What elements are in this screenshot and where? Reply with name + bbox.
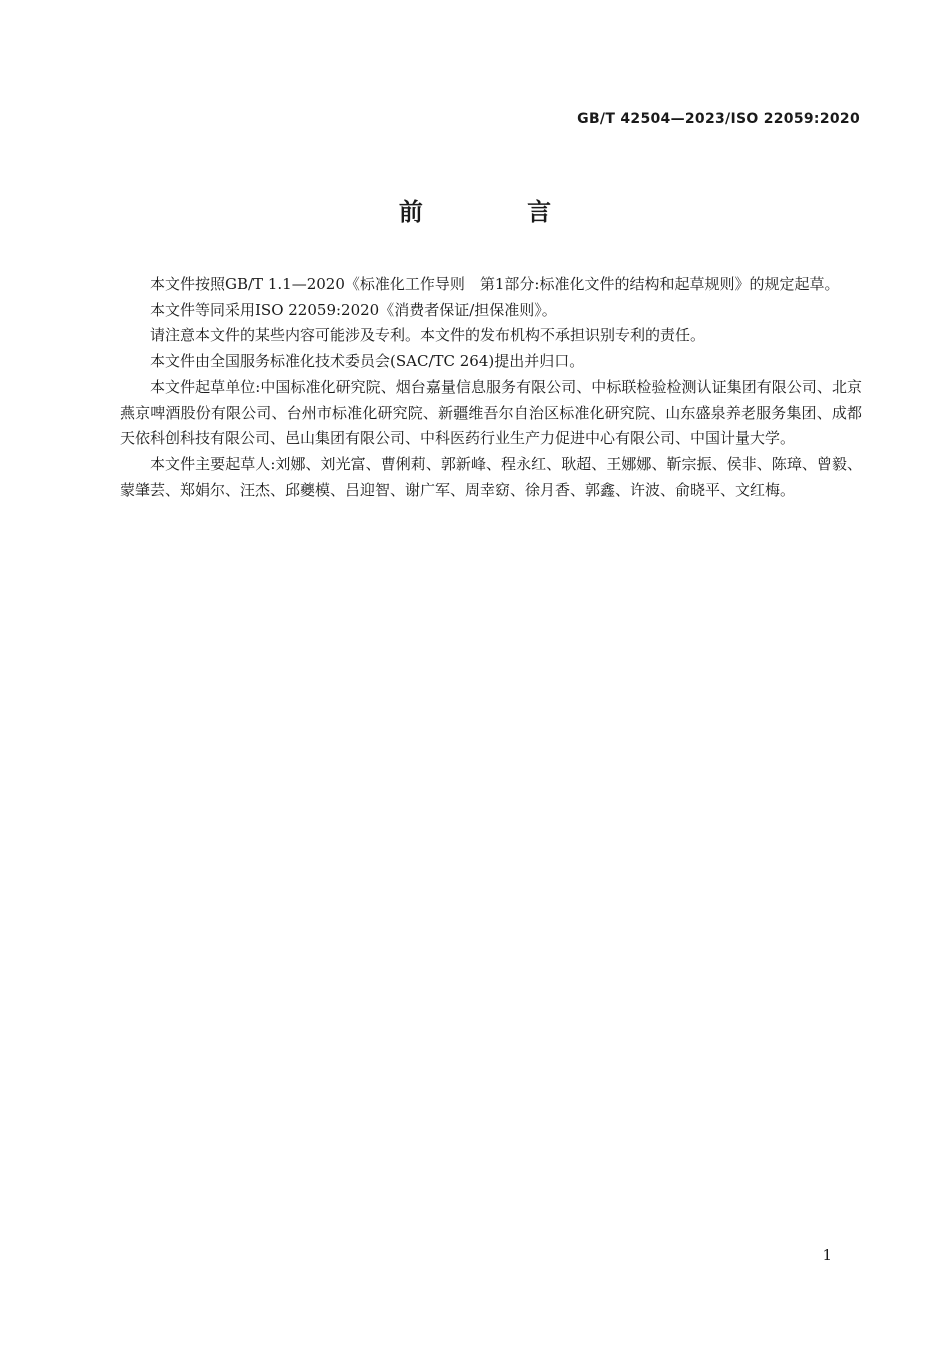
paragraph-drafting-units: 本文件起草单位:中国标准化研究院、烟台嘉量信息服务有限公司、中标联检验检测认证集团有限公司、北京燕京啤酒股份有限公司、台州市标准化研究院、新疆维吾尔自治区标准化研究院、山东盛泉养老服务集团、成都天依科创科技有限公司、邑山集团有限公司、中科医药行业生产力促进中心有限公司、中国计量大学。: [120, 377, 862, 448]
paragraph-proposing-committee: 本文件由全国服务标准化技术委员会(SAC/TC 264)提出并归口。: [150, 352, 585, 371]
standard-number: GB/T 42504—2023/ISO 22059:2020: [577, 111, 860, 127]
preface-body: [120, 272, 862, 503]
paragraph-main-drafters: 本文件主要起草人:刘娜、刘光富、曹俐莉、郭新峰、程永红、耿超、王娜娜、靳宗振、侯非、陈璋、曾毅、蒙肇芸、郑娟尔、汪杰、邱夔模、吕迎智、谢广军、周幸窈、徐月香、郭鑫、许波、俞晓平、文红梅。: [120, 454, 862, 499]
paragraph-patent-notice: 请注意本文件的某些内容可能涉及专利。本文件的发布机构不承担识别专利的责任。: [150, 326, 706, 345]
paragraph-drafting-rules: 本文件按照GB/T 1.1—2020《标准化工作导则 第1部分:标准化文件的结构和起草规则》的规定起草。: [150, 275, 840, 293]
page-number: 1: [822, 1246, 832, 1264]
page-title: 前 言: [398, 198, 600, 226]
paragraph-iso-adoption: 本文件等同采用ISO 22059:2020《消费者保证/担保准则》。: [150, 300, 557, 319]
